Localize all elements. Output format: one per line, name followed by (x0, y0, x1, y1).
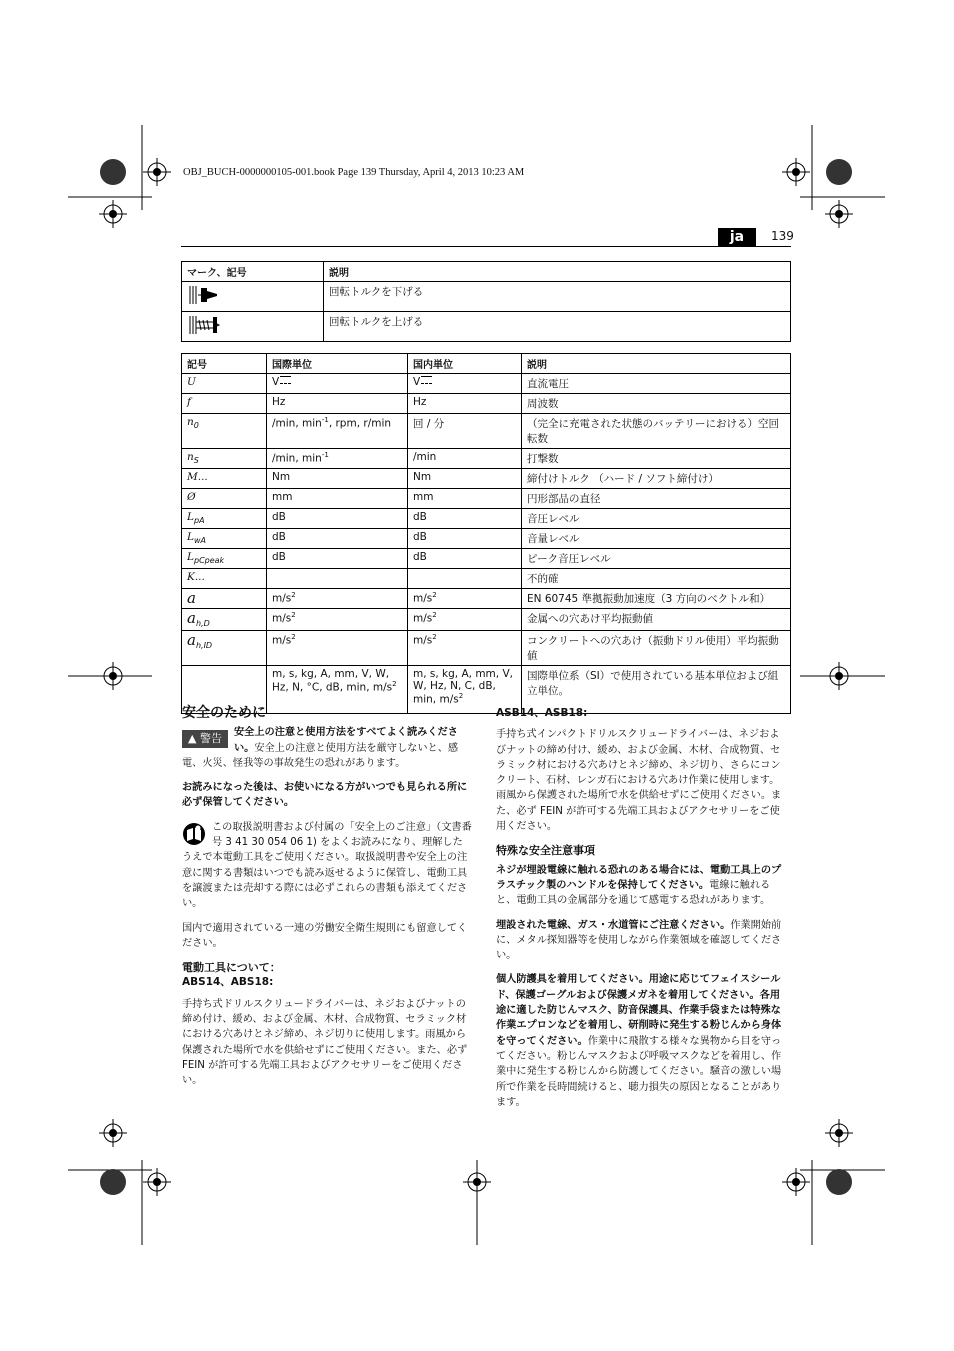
domestic-unit-cell-text: m/s (413, 634, 433, 647)
symbol-text: f (187, 396, 191, 408)
table-row (182, 374, 791, 394)
table-row (182, 609, 791, 631)
ppe-text: 作業中に飛散する様々な異物から目を守ってください。粉じんマスクおよび呼吸マスクなどを着用し、作業中に発生する粉じんから防護してください。騒音の激しい場所で作業を長時間続けると、聴力損失の原因となることがあります。 (496, 1035, 782, 1108)
table-row (182, 449, 791, 469)
left-column (182, 706, 472, 1098)
table-row (182, 631, 791, 666)
symbol-text: M... (187, 471, 208, 483)
table-row (182, 509, 791, 529)
symbol-text: n (187, 416, 194, 428)
asb-usage: 手持ち式インパクトドリルスクリュードライバーは、ネジおよびナットの締め付け、緩め、および金属、木材、合成物質、セラミック材における穴あけとネジ締め、ネジ切り、さらにコンクリート、石材、レンガ石における穴あけ作業に使用します。雨風から保護された場所で水を供給せずにご使用ください。また、必ず FEIN が許可する先端工具およびアクセサリーをご使用ください。 (496, 729, 782, 833)
symbol-cell (182, 569, 267, 589)
units-table (181, 353, 791, 714)
unit-superscript: 2 (458, 692, 464, 700)
domestic-unit-cell-text: V (413, 376, 421, 388)
intl-unit-cell (267, 549, 408, 569)
unit-superscript: 2 (291, 633, 296, 641)
domestic-unit-cell-text: Nm (413, 471, 432, 483)
domestic-unit-cell (408, 529, 522, 549)
description-cell: 締付けトルク （ハード / ソフト締付け） (522, 469, 791, 489)
domestic-unit-cell (408, 469, 522, 489)
domestic-unit-cell (408, 549, 522, 569)
intl-unit-cell (267, 589, 408, 609)
abs-usage: 手持ち式ドリルスクリュードライバーは、ネジおよびナットの締め付け、緩め、および金属、木材、合成物質、セラミック材における穴あけとネジ締め、ネジ切りに使用します。雨風から保護された場所で水を供給せずにご使用ください。また、必ず FEIN が許可する先端工具およびアクセサリーをご使用ください。 (182, 998, 468, 1087)
marks-table (181, 261, 791, 342)
marks-header-mark: マーク、記号 (182, 262, 324, 282)
description-cell: （完全に充電された状態のバッテリーにおける）空回転数 (522, 414, 791, 449)
symbol-subscript: h,ID (195, 641, 213, 650)
intl-unit-cell-text: /min, min (272, 417, 322, 430)
symbol-subscript: S (193, 456, 199, 465)
table-row (182, 394, 791, 414)
warning-badge: ▲ 警告 (182, 730, 228, 747)
safety-intro (182, 725, 472, 771)
symbol-cell (182, 469, 267, 489)
unit-superscript: 2 (432, 633, 437, 641)
table-row (182, 469, 791, 489)
symbol-cell (182, 489, 267, 509)
tool-heading: 電動工具について： (182, 961, 281, 975)
symbol-subscript: pA (193, 516, 205, 525)
unit-superscript: 2 (291, 591, 296, 599)
intl-unit-cell (267, 509, 408, 529)
intl-unit-cell-text: dB (272, 511, 286, 523)
read-manual-icon (182, 822, 206, 846)
symbol-cell (182, 631, 267, 666)
symbol-text: a (187, 631, 196, 649)
symbol-cell (182, 414, 267, 449)
regulations-note: 国内で適用されている一連の労働安全衛生規則にも留意してください。 (182, 922, 468, 949)
intl-unit-cell-text: Hz (272, 396, 286, 408)
symbol-text: L (187, 511, 194, 523)
symbol-subscript: pCpeak (193, 556, 225, 565)
domestic-unit-cell (408, 489, 522, 509)
warning-label: 警告 (199, 732, 222, 746)
domestic-unit-cell (408, 509, 522, 529)
torque-decrease-icon (187, 284, 221, 306)
symbol-text: n (187, 451, 194, 463)
dc-symbol-icon (280, 376, 291, 384)
symbol-subscript: wA (193, 536, 206, 545)
unit-superscript: 2 (291, 611, 296, 619)
dc-symbol-icon (421, 376, 432, 384)
intl-unit-cell-text: m, s, kg, A, mm, V, W, Hz, N, °C, dB, min, m/s (272, 668, 393, 694)
description-cell: 円形部品の直径 (522, 489, 791, 509)
intl-unit-cell-text: mm (272, 491, 293, 503)
description-cell: 直流電圧 (522, 374, 791, 394)
unit-superscript: 2 (432, 591, 437, 599)
unit-superscript: 2 (392, 680, 397, 688)
header-rule (181, 246, 791, 247)
symbol-cell (182, 394, 267, 414)
symbol-text: Ø (187, 491, 196, 503)
intl-unit-cell-text: m/s (272, 612, 292, 625)
domestic-unit-cell-text: 回 / 分 (413, 418, 445, 430)
domestic-unit-cell-text: Hz (413, 396, 427, 408)
intl-unit-cell (267, 469, 408, 489)
intl-unit-cell-text: /min, min (272, 452, 322, 465)
symbol-text: L (187, 531, 194, 543)
symbol-cell (182, 609, 267, 631)
wire-warning-bold: ネジが埋設電線に触れる恐れのある場合には、電動工具上のプラスチック製のハンドルを保持してください。 (496, 864, 782, 891)
description-cell: 打撃数 (522, 449, 791, 469)
left-models: ABS14、ABS18: (182, 976, 274, 989)
table-row (182, 589, 791, 609)
domestic-unit-cell (408, 589, 522, 609)
manual-text: この取扱説明書および付属の「安全上のご注意」（文書番号 3 41 30 054 06 1) をよくお読みになり、理解したうえで本電動工具をご使用ください。取扱説明書や安全上の注意に関する書類はいつでも読み返せるように保管し、電動工具を譲渡または売却する際には必ずこれらの書類も添えてください。 (182, 821, 472, 910)
description-cell: コンクリートへの穴あけ（振動ドリル使用）平均振動値 (522, 631, 791, 666)
domestic-unit-cell-text: mm (413, 491, 434, 503)
units-header-intl: 国際単位 (267, 354, 408, 374)
print-header: OBJ_BUCH-0000000105-001.book Page 139 Thursday, April 4, 2013 10:23 AM (183, 167, 525, 178)
table-row (182, 282, 791, 312)
symbol-text: L (187, 551, 194, 563)
intl-unit-cell (267, 394, 408, 414)
domestic-unit-cell (408, 631, 522, 666)
description-cell: ピーク音圧レベル (522, 549, 791, 569)
domestic-unit-cell-text: m/s (413, 592, 433, 605)
table-row (182, 489, 791, 509)
intl-unit-cell (267, 489, 408, 509)
description-cell: 音量レベル (522, 529, 791, 549)
right-column (496, 706, 786, 1119)
intl-unit-cell-text: Nm (272, 471, 291, 483)
unit-superscript: -1 (321, 416, 329, 424)
intl-unit-cell-text: m/s (272, 634, 292, 647)
description-cell: EN 60745 準拠振動加速度（3 方向のベクトル和） (522, 589, 791, 609)
marks-desc-increase: 回転トルクを上げる (324, 312, 791, 342)
safety-intro-bold: 安全上の注意と使用方法をすべてよく読みください。 (233, 727, 458, 754)
symbol-text: a (187, 589, 196, 607)
safety-title: 安全のために (182, 705, 266, 721)
wire-warning-text: 電線に触れると、電動工具の金属部分を通じて感電する恐れがあります。 (496, 879, 771, 907)
unit-superscript: -1 (321, 451, 329, 459)
right-models: ASB14、ASB18: (496, 707, 588, 719)
symbol-cell (182, 529, 267, 549)
domestic-unit-cell-text: m/s (413, 612, 433, 625)
intl-unit-cell (267, 529, 408, 549)
domestic-unit-cell (408, 609, 522, 631)
intl-unit-cell-text: V (272, 376, 280, 388)
symbol-subscript: 0 (193, 421, 199, 430)
buried-lines-bold: 埋設された電線、ガス・水道管にご注意ください。 (496, 919, 731, 931)
table-row (182, 529, 791, 549)
intl-unit-cell (267, 569, 408, 589)
description-cell: 不的確 (522, 569, 791, 589)
page-number: 139 (771, 229, 794, 243)
intl-unit-cell (267, 449, 408, 469)
table-row (182, 569, 791, 589)
units-header-domestic: 国内単位 (408, 354, 522, 374)
intl-unit-cell (267, 414, 408, 449)
keep-manual-note: お読みになった後は、お使いになる方がいつでも見られる所に必ず保管してください。 (182, 782, 468, 809)
torque-increase-icon (187, 314, 221, 336)
unit-tail: , rpm, r/min (328, 417, 392, 430)
units-header-desc: 説明 (522, 354, 791, 374)
special-safety-heading: 特殊な安全注意事項 (496, 844, 595, 858)
symbol-subscript: h,D (195, 619, 210, 628)
table-row (182, 312, 791, 342)
manual-paragraph (182, 820, 472, 912)
symbol-cell (182, 374, 267, 394)
intl-unit-cell (267, 631, 408, 666)
symbol-cell (182, 509, 267, 529)
domestic-unit-cell (408, 394, 522, 414)
symbol-text: a (187, 609, 196, 627)
marks-header-desc: 説明 (324, 262, 791, 282)
buried-lines-text: 作業開始前に、メタル探知器等を使用しながら作業領域を確認してください。 (496, 919, 782, 962)
language-badge: ja (718, 228, 756, 246)
domestic-unit-cell-text: dB (413, 531, 427, 543)
table-row (182, 549, 791, 569)
intl-unit-cell-text: dB (272, 531, 286, 543)
intl-unit-cell-text: m/s (272, 592, 292, 605)
domestic-unit-cell (408, 449, 522, 469)
domestic-unit-cell (408, 569, 522, 589)
table-row (182, 414, 791, 449)
unit-superscript: 2 (432, 611, 437, 619)
ppe-bold: 個人防護具を着用してください。用途に応じてフェイスシールド、保護ゴーグルおよび保護メガネを着用してください。各用途に適した防じんマスク、防音保護具、作業手袋または特殊な作業エプロンなどを着用し、研削時に発生する粉じんから身体を守ってください。 (496, 974, 782, 1047)
symbol-cell (182, 589, 267, 609)
description-cell: 国際単位系（SI）で使用されている基本単位および組立単位。 (522, 666, 791, 714)
domestic-unit-cell (408, 374, 522, 394)
units-header-symbol: 記号 (182, 354, 267, 374)
description-cell: 周波数 (522, 394, 791, 414)
description-cell: 音圧レベル (522, 509, 791, 529)
intl-unit-cell (267, 609, 408, 631)
domestic-unit-cell-text: dB (413, 511, 427, 523)
domestic-unit-cell-text: m, s, kg, A, mm, V, W, Hz, N, C, dB, min, m/s (413, 668, 513, 706)
safety-intro-text: 安全上の注意と使用方法を厳守しないと、感電、火災、怪我等の事故発生の恐れがあります。 (182, 742, 459, 769)
domestic-unit-cell-text: dB (413, 551, 427, 563)
domestic-unit-cell-text: /min (413, 451, 437, 463)
marks-desc-decrease: 回転トルクを下げる (324, 282, 791, 312)
intl-unit-cell-text: dB (272, 551, 286, 563)
description-cell: 金属への穴あけ平均振動値 (522, 609, 791, 631)
symbol-text: U (187, 376, 196, 388)
domestic-unit-cell (408, 414, 522, 449)
symbol-text: K... (187, 571, 205, 583)
intl-unit-cell (267, 374, 408, 394)
symbol-cell (182, 549, 267, 569)
symbol-cell (182, 449, 267, 469)
